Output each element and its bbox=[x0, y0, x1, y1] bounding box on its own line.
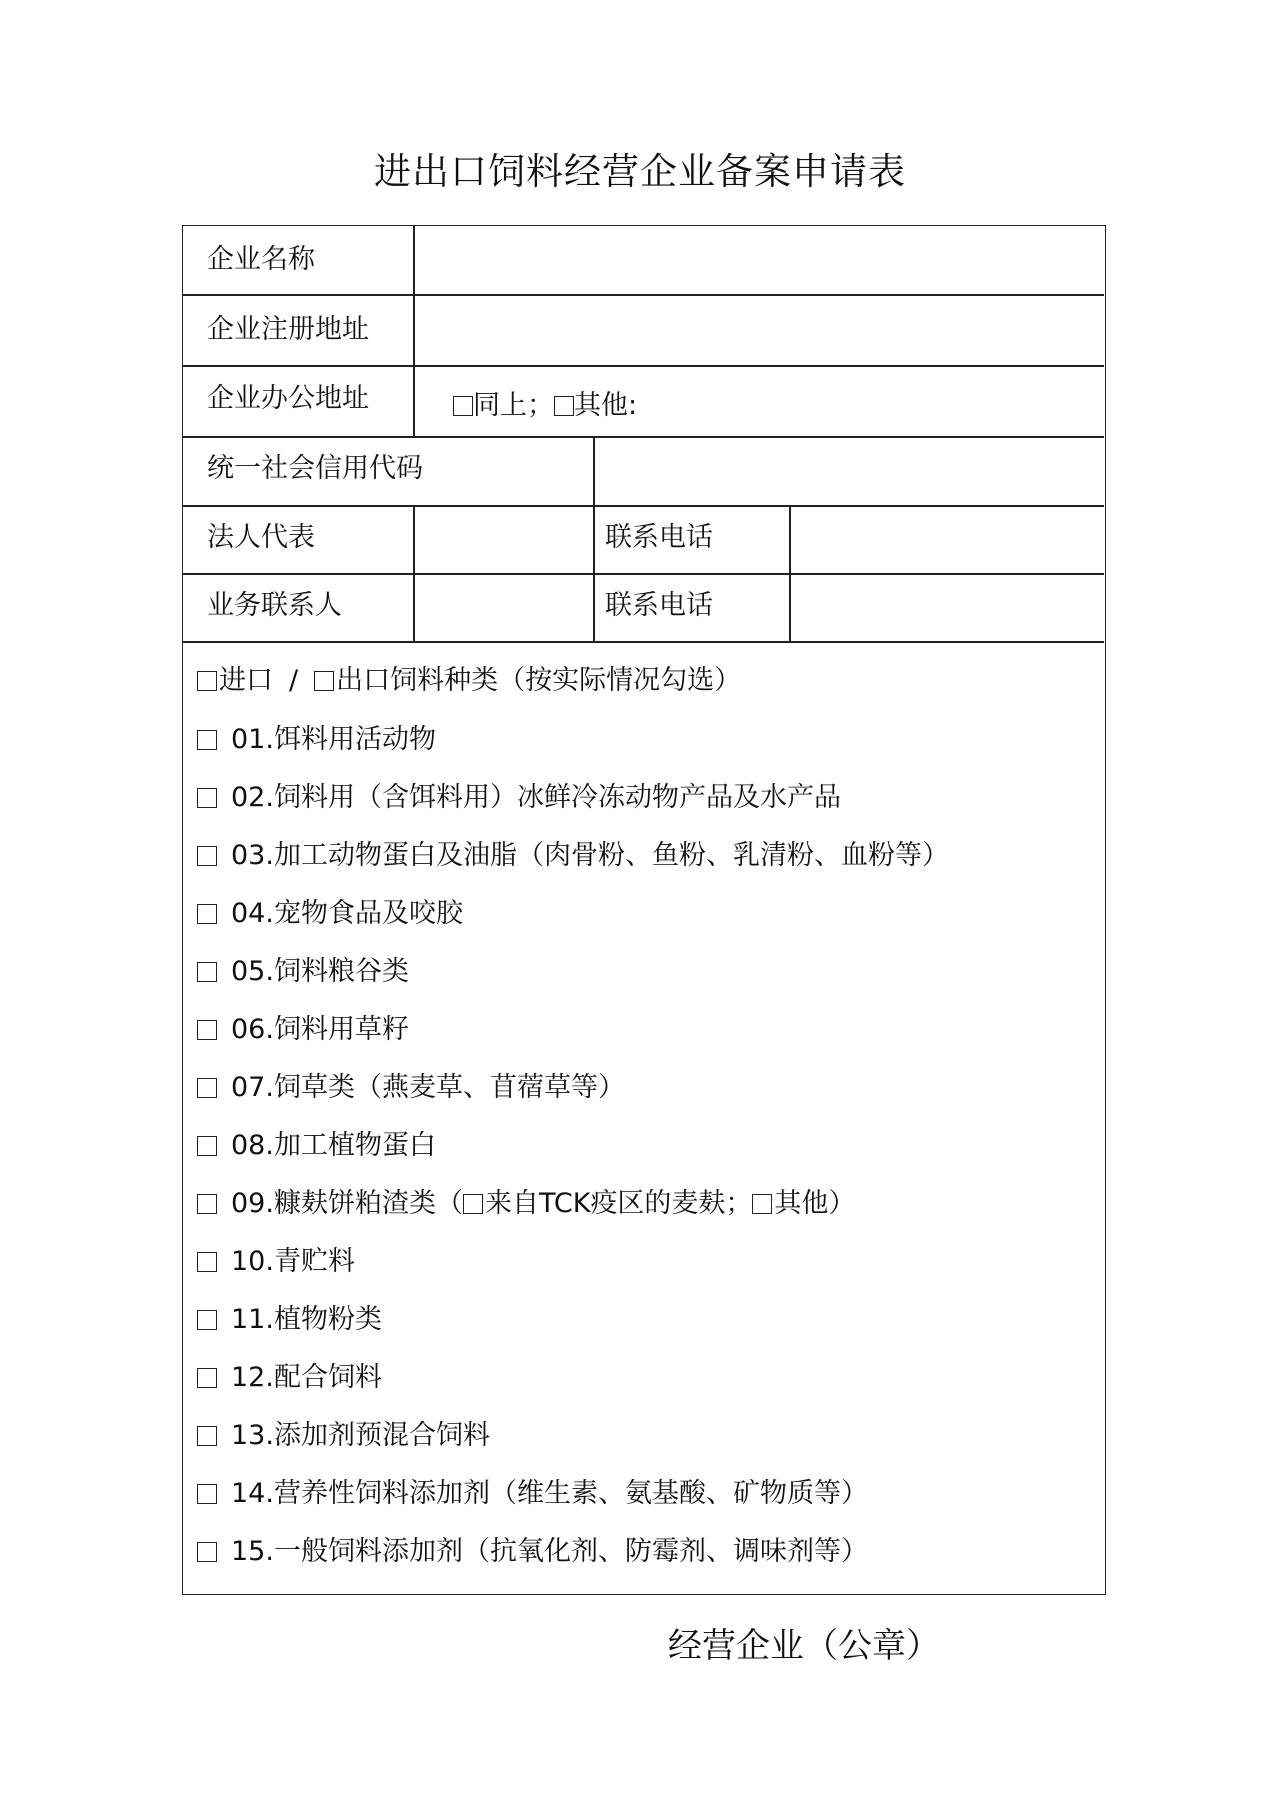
category-label: 12.配合饲料 bbox=[231, 1362, 382, 1393]
bran-other-checkbox[interactable] bbox=[752, 1194, 772, 1214]
category-label: 07.饲草类（燕麦草、苜蓿草等） bbox=[231, 1072, 625, 1103]
category-checkbox[interactable] bbox=[197, 1368, 217, 1388]
category-label: 02.饲料用（含饵料用）冰鲜冷冻动物产品及水产品 bbox=[231, 782, 841, 813]
category-item-14 bbox=[197, 1480, 868, 1507]
category-checkbox[interactable] bbox=[197, 904, 217, 924]
category-checkbox[interactable] bbox=[197, 730, 217, 750]
category-item-11 bbox=[197, 1306, 382, 1333]
category-item-12 bbox=[197, 1364, 382, 1391]
category-label: 15.一般饲料添加剂（抗氧化剂、防霉剂、调味剂等） bbox=[231, 1536, 868, 1567]
export-checkbox[interactable] bbox=[314, 671, 334, 691]
category-checkbox[interactable] bbox=[197, 1078, 217, 1098]
registered-address-field[interactable] bbox=[415, 296, 1104, 365]
category-item-02 bbox=[197, 784, 841, 811]
category-item-01 bbox=[197, 726, 436, 753]
category-checkbox[interactable] bbox=[197, 788, 217, 808]
office-address-label: 企业办公地址 bbox=[207, 383, 369, 414]
category-checkbox[interactable] bbox=[197, 1194, 217, 1214]
category-checkbox[interactable] bbox=[197, 1426, 217, 1446]
category-checkbox[interactable] bbox=[197, 1252, 217, 1272]
category-checkbox[interactable] bbox=[197, 1542, 217, 1562]
import-label: 进口 bbox=[219, 665, 273, 696]
export-label: 出口饲料种类（按实际情况勾选） bbox=[336, 665, 742, 696]
tck-bran-label: 来自TCK疫区的麦麸； bbox=[484, 1188, 753, 1219]
category-checkbox[interactable] bbox=[197, 846, 217, 866]
row-divider bbox=[183, 365, 1104, 367]
business-contact-field[interactable] bbox=[415, 575, 593, 641]
legal-rep-label: 法人代表 bbox=[207, 522, 315, 553]
other-address-label: 其他: bbox=[574, 390, 638, 421]
category-item-05 bbox=[197, 958, 409, 985]
category-label: 14.营养性饲料添加剂（维生素、氨基酸、矿物质等） bbox=[231, 1478, 868, 1509]
category-checkbox[interactable] bbox=[197, 1484, 217, 1504]
same-as-above-checkbox[interactable] bbox=[453, 396, 473, 416]
business-contact-phone-field[interactable] bbox=[791, 575, 1104, 641]
business-contact-phone-label: 联系电话 bbox=[605, 590, 713, 621]
separator: / bbox=[289, 665, 299, 696]
category-item-15 bbox=[197, 1538, 868, 1565]
business-contact-label: 业务联系人 bbox=[207, 590, 342, 621]
credit-code-label: 统一社会信用代码 bbox=[207, 453, 423, 484]
category-label: 01.饵料用活动物 bbox=[231, 724, 436, 755]
category-checkbox[interactable] bbox=[197, 1310, 217, 1330]
category-item-09 bbox=[197, 1190, 855, 1217]
company-name-field[interactable] bbox=[415, 226, 1104, 294]
company-name-label: 企业名称 bbox=[207, 244, 315, 275]
category-label: 08.加工植物蛋白 bbox=[231, 1130, 436, 1161]
category-item-07 bbox=[197, 1074, 625, 1101]
form-title: 进出口饲料经营企业备案申请表 bbox=[374, 150, 906, 193]
company-seal-label: 经营企业（公章） bbox=[668, 1626, 940, 1666]
category-item-03 bbox=[197, 842, 949, 869]
application-form bbox=[182, 225, 1106, 1595]
category-label: 04.宠物食品及咬胶 bbox=[231, 898, 463, 929]
category-checkbox[interactable] bbox=[197, 1136, 217, 1156]
tck-bran-checkbox[interactable] bbox=[463, 1194, 483, 1214]
row-divider bbox=[183, 641, 1104, 643]
bran-other-label: 其他） bbox=[774, 1188, 856, 1219]
legal-rep-phone-field[interactable] bbox=[791, 507, 1104, 573]
category-label: 03.加工动物蛋白及油脂（肉骨粉、鱼粉、乳清粉、血粉等） bbox=[231, 840, 949, 871]
category-label: 09.糠麸饼粕渣类（ bbox=[231, 1188, 463, 1219]
category-item-08 bbox=[197, 1132, 436, 1159]
category-item-10 bbox=[197, 1248, 355, 1275]
legal-rep-phone-label: 联系电话 bbox=[605, 522, 713, 553]
category-label: 05.饲料粮谷类 bbox=[231, 956, 409, 987]
category-label: 10.青贮料 bbox=[231, 1246, 355, 1277]
category-checkbox[interactable] bbox=[197, 962, 217, 982]
category-checkbox[interactable] bbox=[197, 1020, 217, 1040]
category-header bbox=[197, 667, 741, 694]
same-as-above-label: 同上； bbox=[473, 390, 554, 421]
category-label: 11.植物粉类 bbox=[231, 1304, 382, 1335]
registered-address-label: 企业注册地址 bbox=[207, 314, 369, 345]
legal-rep-field[interactable] bbox=[415, 507, 593, 573]
category-item-06 bbox=[197, 1016, 409, 1043]
category-item-04 bbox=[197, 900, 463, 927]
category-label: 13.添加剂预混合饲料 bbox=[231, 1420, 490, 1451]
office-address-options bbox=[453, 392, 637, 419]
other-address-checkbox[interactable] bbox=[554, 396, 574, 416]
credit-code-field[interactable] bbox=[595, 438, 1104, 505]
category-label: 06.饲料用草籽 bbox=[231, 1014, 409, 1045]
import-checkbox[interactable] bbox=[197, 671, 217, 691]
category-item-13 bbox=[197, 1422, 490, 1449]
